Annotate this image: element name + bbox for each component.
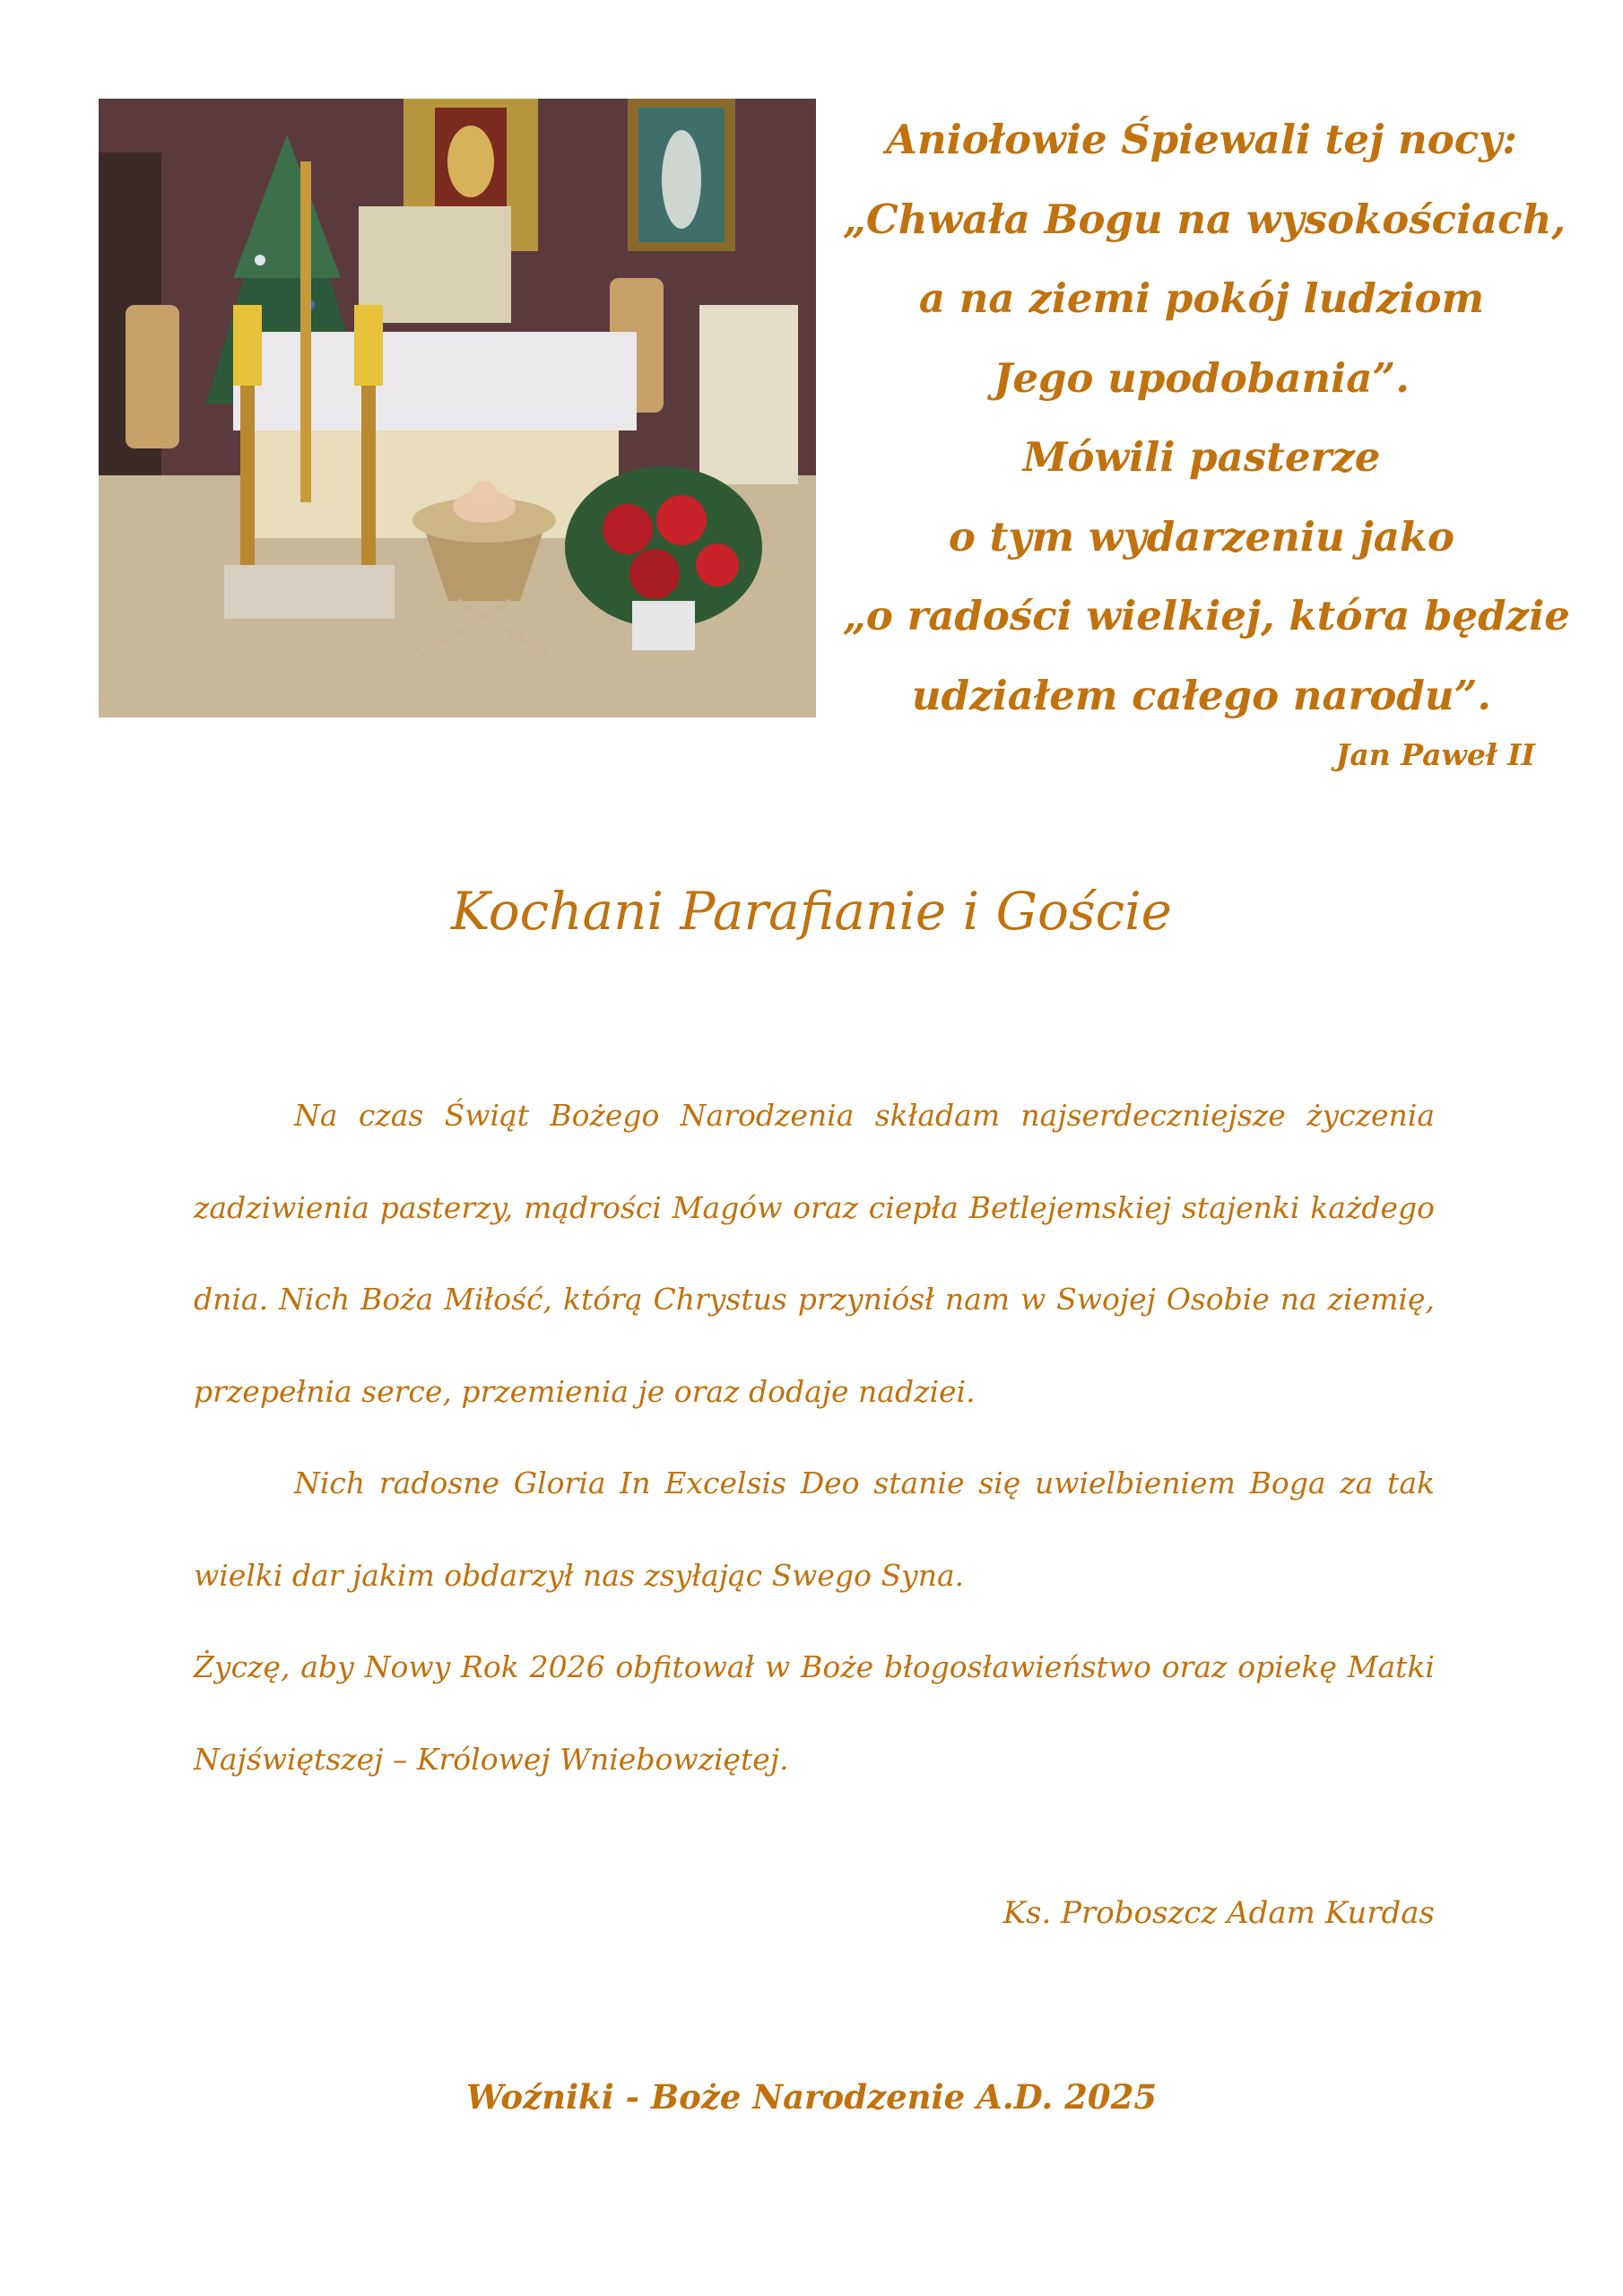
quote-line: a na ziemi pokój ludziom: [918, 274, 1485, 322]
quote-line: „o radości wielkiej, która będzie: [843, 592, 1570, 639]
letter-paragraph: Nich radosne Gloria In Excelsis Deo stanie się uwielbieniem Boga za tak wielki dar jakim obdarzył nas zsyłając Swego Syna.: [194, 1465, 1435, 1593]
church-altar-photo: [99, 99, 816, 718]
quote-line: Aniołowie Śpiewali tej nocy:: [886, 116, 1517, 163]
quote-line: Mówili pasterze: [1022, 433, 1381, 481]
signature: Ks. Proboszcz Adam Kurdas: [1002, 1895, 1435, 1931]
christmas-quote: [843, 100, 1570, 735]
letter-paragraph: Na czas Świąt Bożego Narodzenia składam najserdeczniejsze życzenia zadziwienia pasterzy, mądrości Magów oraz ciepła Betlejemskiej stajenki każdego dnia. Nich Boża Miłość, którą Chrystus przyniósł nam w Swojej Osobie na ziemię, przepełnia serce, przemienia je oraz dodaje nadziei.: [194, 1098, 1435, 1409]
footer-place-date: Woźniki - Boże Narodzenie A.D. 2025: [465, 2077, 1158, 2117]
quote-author: Jan Paweł II: [1335, 737, 1535, 772]
quote-line: udziałem całego narodu”.: [911, 671, 1492, 719]
quote-line: „Chwała Bogu na wysokościach,: [843, 195, 1567, 243]
greeting-title: Kochani Parafianie i Goście: [450, 881, 1173, 942]
quote-line: Jego upodobania”.: [994, 353, 1410, 402]
quote-line: o tym wydarzeniu jako: [948, 512, 1455, 561]
letter-body: [194, 1070, 1435, 1805]
letter-paragraph: Życzę, aby Nowy Rok 2026 obfitował w Boże błogosławieństwo oraz opiekę Matki Najświętszej – Królowej Wniebowziętej.: [194, 1649, 1435, 1777]
